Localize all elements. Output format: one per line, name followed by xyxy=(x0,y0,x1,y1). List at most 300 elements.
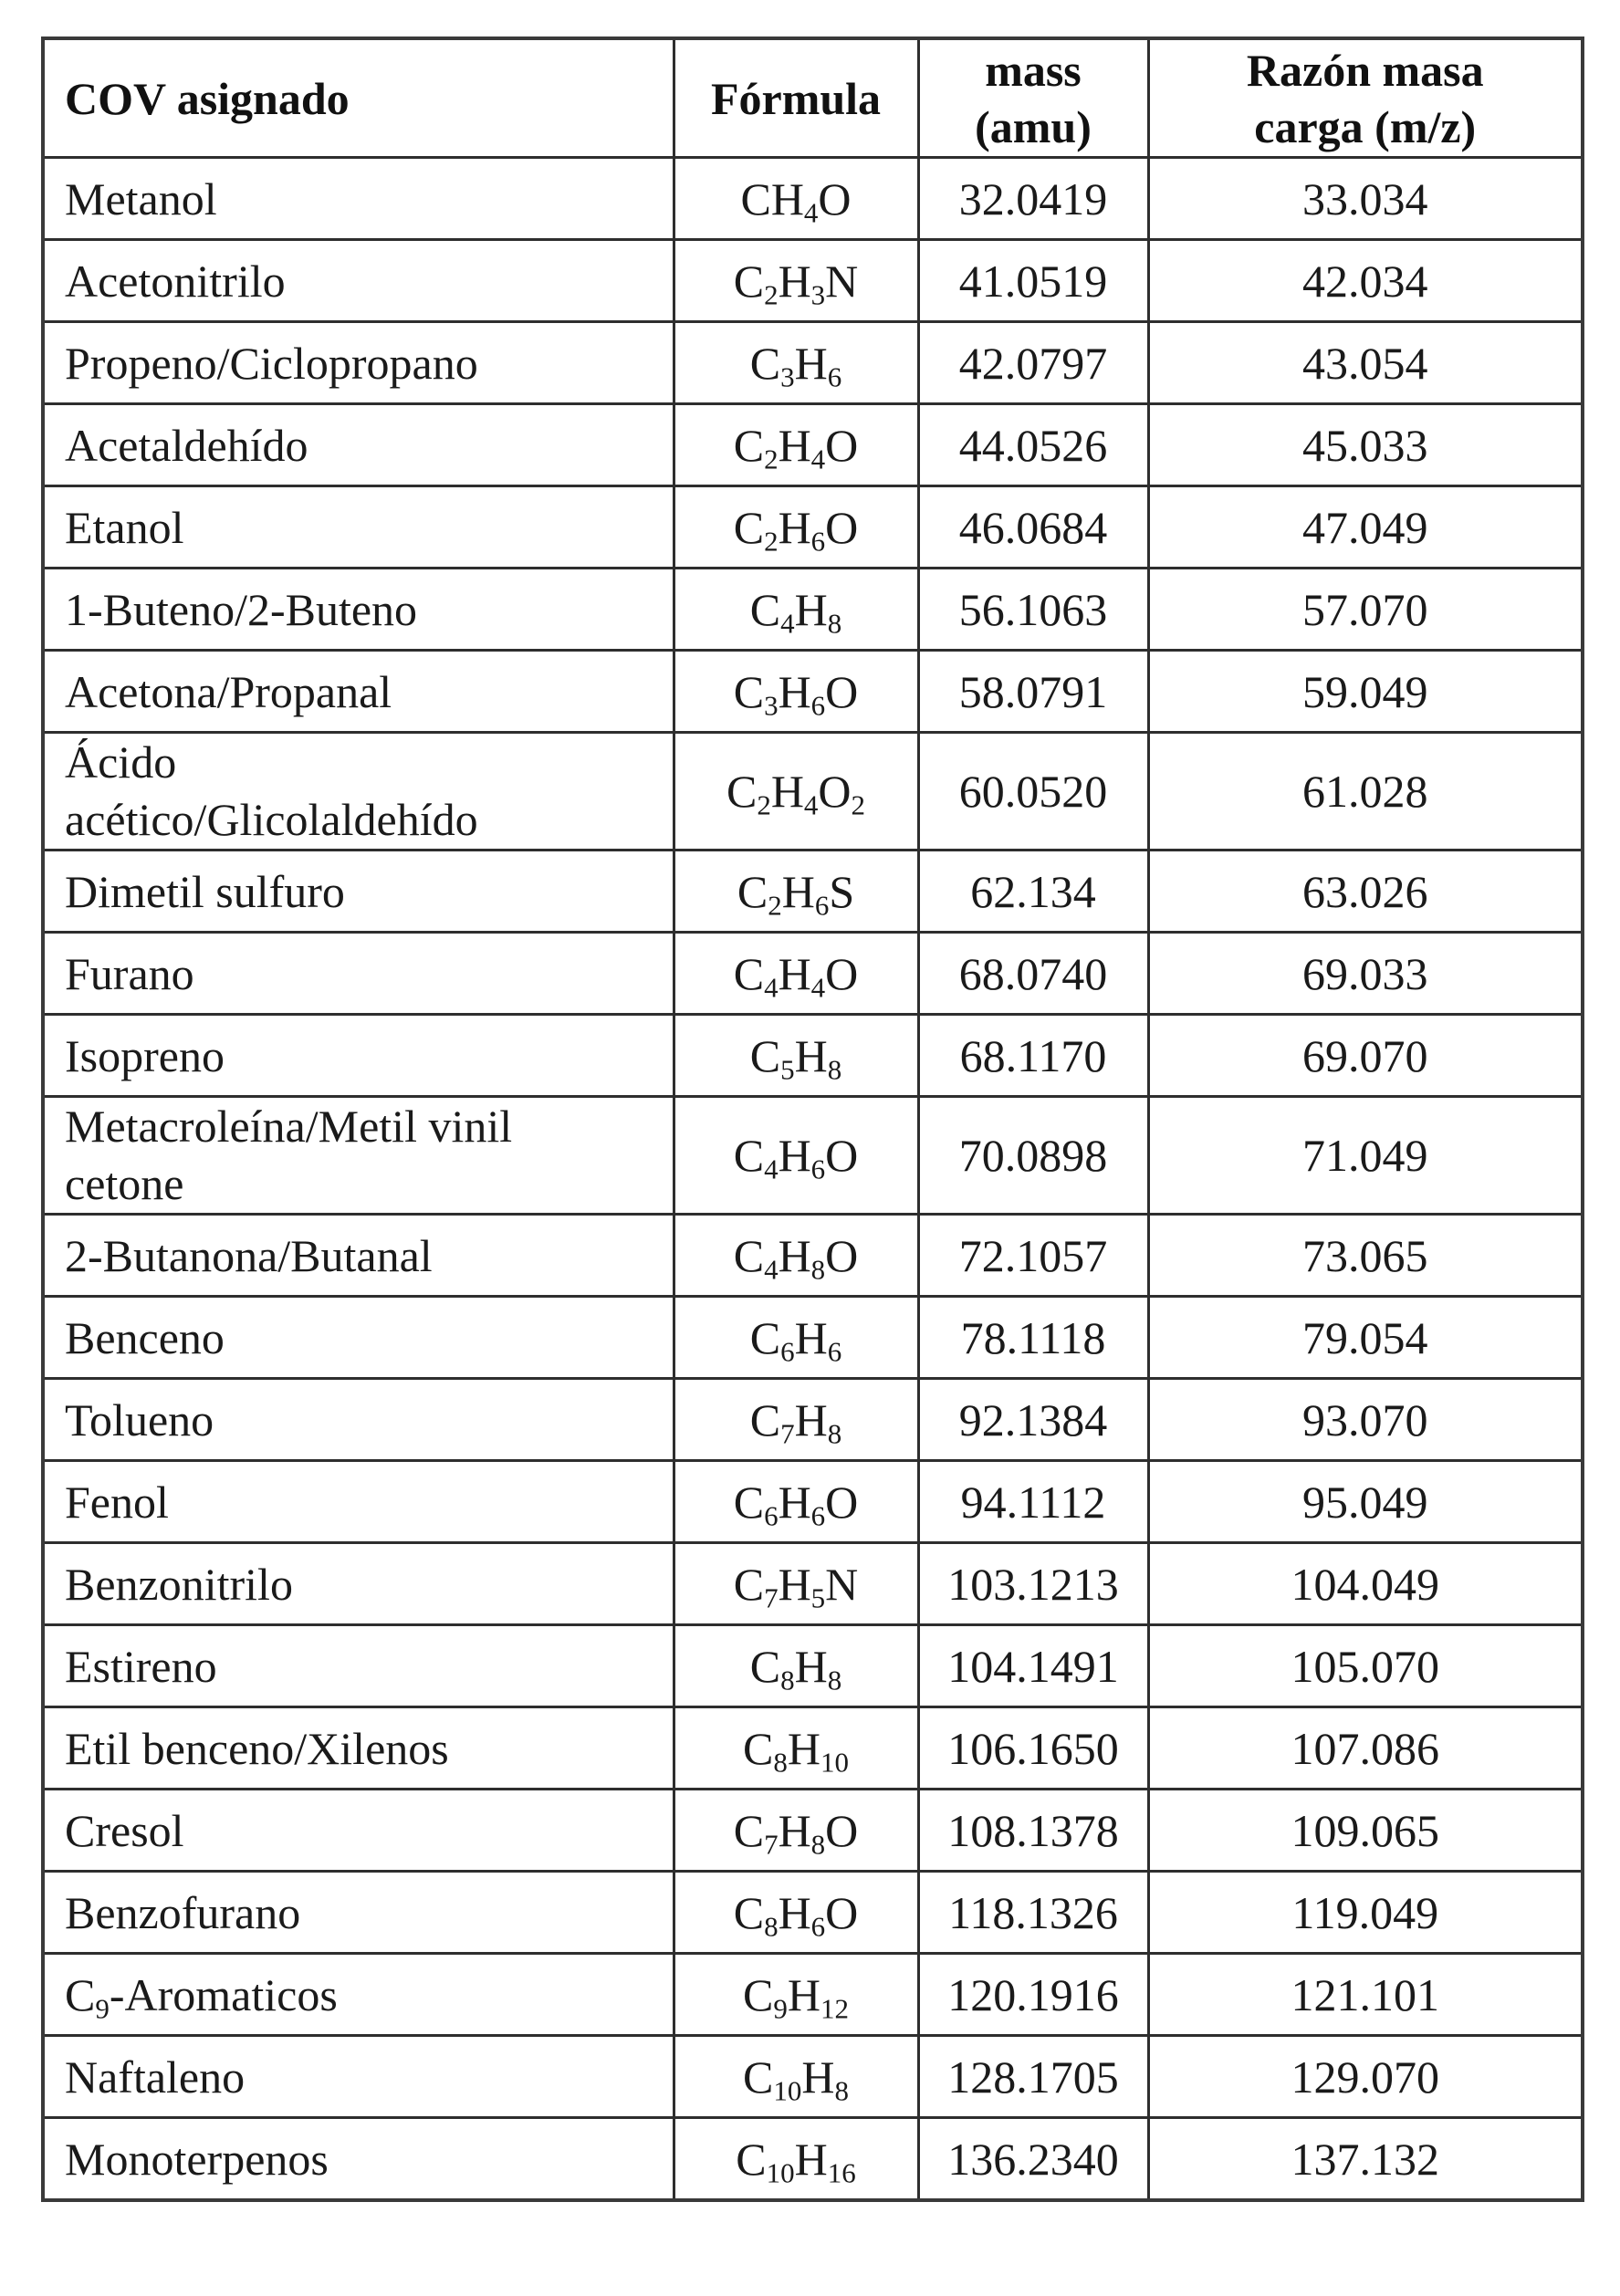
formula-element: H xyxy=(778,419,811,471)
formula-element: C xyxy=(743,1968,774,2020)
mz-value: 63.026 xyxy=(1302,865,1428,917)
header-mass-line2: (amu) xyxy=(975,100,1092,152)
formula-element: C xyxy=(737,865,768,917)
table-row xyxy=(43,1790,1583,1872)
cell-mass xyxy=(918,851,1148,933)
cov-name: 1-Buteno/2-Buteno xyxy=(65,583,418,635)
formula-subscript: 2 xyxy=(757,788,771,821)
header-mz-line1: Razón masa xyxy=(1246,44,1484,96)
mz-value: 59.049 xyxy=(1302,665,1428,717)
mass-value: 108.1378 xyxy=(947,1804,1119,1856)
formula-element: C xyxy=(733,501,765,553)
cov-name-element: C xyxy=(65,1968,96,2020)
cov-table-container xyxy=(41,37,1584,2202)
formula-element: H xyxy=(794,1029,828,1081)
mz-value: 79.054 xyxy=(1302,1311,1428,1363)
formula-element: C xyxy=(733,1129,765,1181)
cell-mass xyxy=(918,1954,1148,2036)
formula-element: C xyxy=(743,2051,774,2103)
cell-formula xyxy=(674,569,918,651)
cell-mass xyxy=(918,1543,1148,1625)
mass-value: 68.1170 xyxy=(959,1029,1107,1081)
formula-subscript: 7 xyxy=(780,1417,795,1450)
cell-mass xyxy=(918,2036,1148,2118)
formula-element: C xyxy=(736,2133,767,2185)
cell-formula xyxy=(674,322,918,404)
mz-value: 95.049 xyxy=(1302,1476,1428,1528)
mass-value: 56.1063 xyxy=(958,583,1108,635)
mz-value: 105.070 xyxy=(1291,1640,1439,1692)
cell-formula xyxy=(674,486,918,569)
formula-subscript: 6 xyxy=(780,1335,795,1368)
mass-value: 68.0740 xyxy=(958,947,1108,999)
mass-value: 72.1057 xyxy=(958,1229,1108,1281)
mass-value: 42.0797 xyxy=(958,337,1108,389)
cell-mass xyxy=(918,1015,1148,1097)
formula-subscript: 8 xyxy=(810,1828,826,1861)
cov-name-line: cetone xyxy=(65,1158,184,1209)
table-row xyxy=(43,851,1583,933)
formula-element: C xyxy=(733,1476,765,1528)
table-row xyxy=(43,2118,1583,2201)
table-row xyxy=(43,1215,1583,1297)
formula-element: H xyxy=(778,1129,811,1181)
cell-mz xyxy=(1148,2118,1583,2201)
header-mz-line2: carga (m/z) xyxy=(1254,100,1477,152)
table-row xyxy=(43,569,1583,651)
formula-element: H xyxy=(778,1886,811,1938)
cell-mass xyxy=(918,404,1148,486)
cell-mass xyxy=(918,2118,1148,2201)
cell-formula xyxy=(674,1954,918,2036)
formula-subscript: 2 xyxy=(764,443,779,475)
formula-subscript: 4 xyxy=(764,1253,779,1286)
formula-subscript: 6 xyxy=(810,525,826,558)
formula-subscript: 6 xyxy=(827,1335,842,1368)
formula-element: N xyxy=(825,1558,859,1610)
mz-value: 47.049 xyxy=(1302,501,1428,553)
mass-value: 118.1326 xyxy=(948,1886,1118,1938)
cov-name: Tolueno xyxy=(65,1393,214,1445)
mz-value: 42.034 xyxy=(1302,255,1428,307)
cell-formula xyxy=(674,651,918,733)
formula-subscript: 2 xyxy=(764,525,779,558)
formula-element: H xyxy=(770,765,804,817)
cell-formula xyxy=(674,240,918,322)
formula-subscript: 8 xyxy=(827,1053,842,1086)
formula-element: H xyxy=(778,665,811,717)
formula-element: O xyxy=(825,1129,859,1181)
cell-formula xyxy=(674,1297,918,1379)
cell-mz xyxy=(1148,1461,1583,1543)
formula-element: C xyxy=(726,765,758,817)
formula-subscript: 6 xyxy=(810,1153,826,1185)
formula-element: H xyxy=(787,1722,820,1774)
table-header xyxy=(43,38,1583,158)
formula-element: O xyxy=(825,419,859,471)
cov-name: Naftaleno xyxy=(65,2051,246,2103)
formula-subscript: 4 xyxy=(810,443,826,475)
cell-formula xyxy=(674,1015,918,1097)
cell-formula xyxy=(674,1215,918,1297)
cell-formula xyxy=(674,158,918,240)
formula-element: H xyxy=(778,947,811,999)
formula-subscript: 10 xyxy=(766,2156,795,2189)
formula-subscript: 5 xyxy=(780,1053,795,1086)
cov-name-line: acético/Glicolaldehído xyxy=(65,794,478,845)
formula-element: O xyxy=(825,1229,859,1281)
cell-cov-name xyxy=(43,1954,674,2036)
mass-value: 120.1916 xyxy=(947,1968,1119,2020)
cell-mass xyxy=(918,322,1148,404)
cell-formula xyxy=(674,2118,918,2201)
formula-element: H xyxy=(778,1229,811,1281)
formula-element: H xyxy=(778,1558,811,1610)
cell-cov-name xyxy=(43,1790,674,1872)
cov-name: Cresol xyxy=(65,1804,184,1856)
cov-name-element: -Aromaticos xyxy=(109,1968,338,2020)
formula-subscript: 16 xyxy=(827,2156,856,2189)
cell-formula xyxy=(674,1707,918,1790)
cell-cov-name xyxy=(43,1015,674,1097)
cell-cov-name xyxy=(43,2036,674,2118)
mz-value: 121.101 xyxy=(1291,1968,1439,2020)
formula-element: C xyxy=(733,1229,765,1281)
mass-value: 92.1384 xyxy=(958,1393,1108,1445)
cell-formula xyxy=(674,1461,918,1543)
formula-element: C xyxy=(733,1558,765,1610)
cell-mz xyxy=(1148,1790,1583,1872)
cov-name-subscript: 9 xyxy=(95,1992,110,2025)
formula-subscript: 3 xyxy=(764,689,779,722)
mz-value: 107.086 xyxy=(1291,1722,1439,1774)
formula-subscript: 4 xyxy=(780,607,795,640)
mz-value: 43.054 xyxy=(1302,337,1428,389)
table-row xyxy=(43,1543,1583,1625)
cell-cov-name xyxy=(43,1543,674,1625)
cell-mz xyxy=(1148,569,1583,651)
cell-formula xyxy=(674,851,918,933)
cov-name: Dimetil sulfuro xyxy=(65,865,345,917)
mass-value: 94.1112 xyxy=(960,1476,1106,1528)
cell-cov-name xyxy=(43,933,674,1015)
cell-formula xyxy=(674,933,918,1015)
cov-name: Etanol xyxy=(65,501,184,553)
cell-mass xyxy=(918,651,1148,733)
cov-name-line: Ácido xyxy=(65,736,177,788)
formula-element: C xyxy=(749,337,781,389)
formula-subscript: 4 xyxy=(764,971,779,1004)
mz-value: 93.070 xyxy=(1302,1393,1428,1445)
cell-mass xyxy=(918,1872,1148,1954)
formula-element: H xyxy=(794,1640,828,1692)
formula-element: S xyxy=(829,865,855,917)
cell-formula xyxy=(674,1625,918,1707)
cell-mz xyxy=(1148,1297,1583,1379)
formula-element: C xyxy=(733,1886,765,1938)
formula-element: C xyxy=(749,1311,781,1363)
cell-mass xyxy=(918,1461,1148,1543)
cov-name: Fenol xyxy=(65,1476,169,1528)
cell-mass xyxy=(918,933,1148,1015)
formula-subscript: 10 xyxy=(773,2074,802,2107)
formula-subscript: 8 xyxy=(827,1417,842,1450)
formula-element: C xyxy=(749,1029,781,1081)
mz-value: 69.033 xyxy=(1302,947,1428,999)
header-mass xyxy=(918,38,1148,158)
mz-value: 119.049 xyxy=(1291,1886,1439,1938)
mass-value: 128.1705 xyxy=(947,2051,1119,2103)
cell-mz xyxy=(1148,1872,1583,1954)
cell-mz xyxy=(1148,2036,1583,2118)
formula-element: C xyxy=(749,1640,781,1692)
formula-subscript: 9 xyxy=(773,1992,788,2025)
cell-formula xyxy=(674,1872,918,1954)
table-row xyxy=(43,1297,1583,1379)
cell-cov-name xyxy=(43,1707,674,1790)
formula-subscript: 6 xyxy=(764,1499,779,1532)
cell-cov-name xyxy=(43,1461,674,1543)
mass-value: 41.0519 xyxy=(958,255,1108,307)
cell-mass xyxy=(918,1625,1148,1707)
formula-subscript: 8 xyxy=(827,607,842,640)
formula-subscript: 3 xyxy=(780,360,795,393)
cell-cov-name xyxy=(43,322,674,404)
mass-value: 58.0791 xyxy=(958,665,1108,717)
formula-subscript: 2 xyxy=(768,889,782,922)
formula-element: H xyxy=(778,1804,811,1856)
formula-element: C xyxy=(733,947,765,999)
cell-cov-name xyxy=(43,240,674,322)
cell-mz xyxy=(1148,1379,1583,1461)
formula-element: O xyxy=(825,501,859,553)
formula-element: C xyxy=(733,255,765,307)
formula-subscript: 6 xyxy=(810,1499,826,1532)
cov-name: Furano xyxy=(65,947,194,999)
mz-value: 109.065 xyxy=(1291,1804,1439,1856)
cell-mz xyxy=(1148,933,1583,1015)
header-cov xyxy=(43,38,674,158)
cell-mass xyxy=(918,1097,1148,1215)
formula-subscript: 6 xyxy=(810,689,826,722)
formula-element: C xyxy=(743,1722,774,1774)
cell-mass xyxy=(918,1707,1148,1790)
cell-mass xyxy=(918,569,1148,651)
mass-value: 70.0898 xyxy=(958,1129,1108,1181)
cell-formula xyxy=(674,2036,918,2118)
cell-formula xyxy=(674,1097,918,1215)
table-row xyxy=(43,1097,1583,1215)
formula-subscript: 2 xyxy=(851,788,866,821)
formula-element: O xyxy=(825,1886,859,1938)
formula-subscript: 8 xyxy=(827,1664,842,1696)
mz-value: 137.132 xyxy=(1291,2133,1439,2185)
mz-value: 45.033 xyxy=(1302,419,1428,471)
formula-element: H xyxy=(778,1476,811,1528)
cov-name: Etil benceno/Xilenos xyxy=(65,1722,449,1774)
mz-value: 129.070 xyxy=(1291,2051,1439,2103)
mz-value: 33.034 xyxy=(1302,172,1428,224)
cell-mz xyxy=(1148,240,1583,322)
cell-cov-name xyxy=(43,404,674,486)
table-row xyxy=(43,486,1583,569)
formula-subscript: 6 xyxy=(810,1910,826,1943)
formula-element: O xyxy=(825,1476,859,1528)
cell-cov-name xyxy=(43,1625,674,1707)
mass-value: 32.0419 xyxy=(958,172,1108,224)
cell-mz xyxy=(1148,1543,1583,1625)
mz-value: 73.065 xyxy=(1302,1229,1428,1281)
table-row xyxy=(43,404,1583,486)
formula-element: C xyxy=(733,419,765,471)
formula-element: O xyxy=(825,665,859,717)
formula-element: O xyxy=(825,1804,859,1856)
cell-cov-name xyxy=(43,651,674,733)
cov-name: Propeno/Ciclopropano xyxy=(65,337,478,389)
formula-subscript: 6 xyxy=(814,889,830,922)
formula-element: C xyxy=(749,583,781,635)
table-row xyxy=(43,2036,1583,2118)
cell-mz xyxy=(1148,1015,1583,1097)
cell-mass xyxy=(918,1790,1148,1872)
cov-name: Isopreno xyxy=(65,1029,225,1081)
table-row xyxy=(43,933,1583,1015)
formula-element: C xyxy=(733,665,765,717)
formula-subscript: 10 xyxy=(820,1746,849,1779)
mass-value: 104.1491 xyxy=(947,1640,1119,1692)
formula-element: C xyxy=(749,1393,781,1445)
cov-name: 2-Butanona/Butanal xyxy=(65,1229,433,1281)
formula-subscript: 8 xyxy=(834,2074,849,2107)
table-row xyxy=(43,1015,1583,1097)
formula-subscript: 4 xyxy=(810,971,826,1004)
formula-element: H xyxy=(778,255,811,307)
cov-mass-table xyxy=(41,37,1584,2202)
cov-name: Benzonitrilo xyxy=(65,1558,293,1610)
cell-mz xyxy=(1148,1954,1583,2036)
formula-subscript: 8 xyxy=(810,1253,826,1286)
formula-subscript: 8 xyxy=(773,1746,788,1779)
table-row xyxy=(43,1872,1583,1954)
cell-mass xyxy=(918,1379,1148,1461)
header-formula xyxy=(674,38,918,158)
formula-subscript: 3 xyxy=(810,278,826,311)
cov-name: Estireno xyxy=(65,1640,217,1692)
cell-cov-name xyxy=(43,1297,674,1379)
formula-element: H xyxy=(770,172,804,224)
formula-element: H xyxy=(778,501,811,553)
formula-element: H xyxy=(794,583,828,635)
cell-formula xyxy=(674,733,918,851)
formula-subscript: 7 xyxy=(764,1581,779,1614)
mz-value: 61.028 xyxy=(1302,765,1428,817)
formula-element: N xyxy=(825,255,859,307)
formula-element: H xyxy=(801,2051,835,2103)
formula-subscript: 8 xyxy=(780,1664,795,1696)
mz-value: 104.049 xyxy=(1291,1558,1439,1610)
table-body xyxy=(43,158,1583,2201)
formula-element: H xyxy=(794,1311,828,1363)
cell-cov-name xyxy=(43,1379,674,1461)
mass-value: 106.1650 xyxy=(947,1722,1119,1774)
mz-value: 71.049 xyxy=(1302,1129,1428,1181)
cell-cov-name xyxy=(43,486,674,569)
cell-mz xyxy=(1148,404,1583,486)
formula-element: H xyxy=(794,2133,828,2185)
cov-name: Monoterpenos xyxy=(65,2133,329,2185)
cell-mz xyxy=(1148,158,1583,240)
cell-mz xyxy=(1148,1215,1583,1297)
cov-name: Acetaldehído xyxy=(65,419,308,471)
cell-mz xyxy=(1148,1625,1583,1707)
formula-element: O xyxy=(818,172,852,224)
formula-subscript: 4 xyxy=(803,788,819,821)
formula-element: C xyxy=(740,172,771,224)
header-formula-label: Fórmula xyxy=(710,72,882,124)
mass-value: 60.0520 xyxy=(958,765,1108,817)
cell-formula xyxy=(674,404,918,486)
table-row xyxy=(43,1379,1583,1461)
cell-mass xyxy=(918,486,1148,569)
formula-subscript: 6 xyxy=(827,360,842,393)
table-row xyxy=(43,651,1583,733)
cov-name-line: Metacroleína/Metil vinil xyxy=(65,1101,513,1152)
cell-mass xyxy=(918,733,1148,851)
formula-subscript: 7 xyxy=(764,1828,779,1861)
cell-cov-name xyxy=(43,1097,674,1215)
cell-mass xyxy=(918,240,1148,322)
formula-element: H xyxy=(794,337,828,389)
cell-mass xyxy=(918,1297,1148,1379)
header-row xyxy=(43,38,1583,158)
mz-value: 69.070 xyxy=(1302,1029,1428,1081)
formula-subscript: 2 xyxy=(764,278,779,311)
cell-mz xyxy=(1148,733,1583,851)
mass-value: 136.2340 xyxy=(947,2133,1119,2185)
formula-subscript: 12 xyxy=(820,1992,849,2025)
formula-element: O xyxy=(818,765,852,817)
mass-value: 62.134 xyxy=(970,865,1096,917)
table-row xyxy=(43,322,1583,404)
mass-value: 78.1118 xyxy=(960,1311,1106,1363)
formula-element: O xyxy=(825,947,859,999)
formula-element: C xyxy=(733,1804,765,1856)
cell-formula xyxy=(674,1543,918,1625)
cov-name: Benceno xyxy=(65,1311,225,1363)
cell-mass xyxy=(918,158,1148,240)
formula-element: H xyxy=(781,865,815,917)
cell-mz xyxy=(1148,851,1583,933)
table-row xyxy=(43,1461,1583,1543)
formula-subscript: 5 xyxy=(810,1581,826,1614)
cell-formula xyxy=(674,1379,918,1461)
formula-element: H xyxy=(787,1968,820,2020)
formula-subscript: 4 xyxy=(803,196,819,229)
formula-element: H xyxy=(794,1393,828,1445)
mass-value: 103.1213 xyxy=(947,1558,1119,1610)
table-row xyxy=(43,733,1583,851)
cell-cov-name xyxy=(43,733,674,851)
mass-value: 46.0684 xyxy=(958,501,1108,553)
mass-value: 44.0526 xyxy=(958,419,1108,471)
table-row xyxy=(43,1707,1583,1790)
table-row xyxy=(43,240,1583,322)
table-row xyxy=(43,1954,1583,2036)
cell-formula xyxy=(674,1790,918,1872)
cell-cov-name xyxy=(43,569,674,651)
cell-cov-name xyxy=(43,158,674,240)
table-row xyxy=(43,1625,1583,1707)
